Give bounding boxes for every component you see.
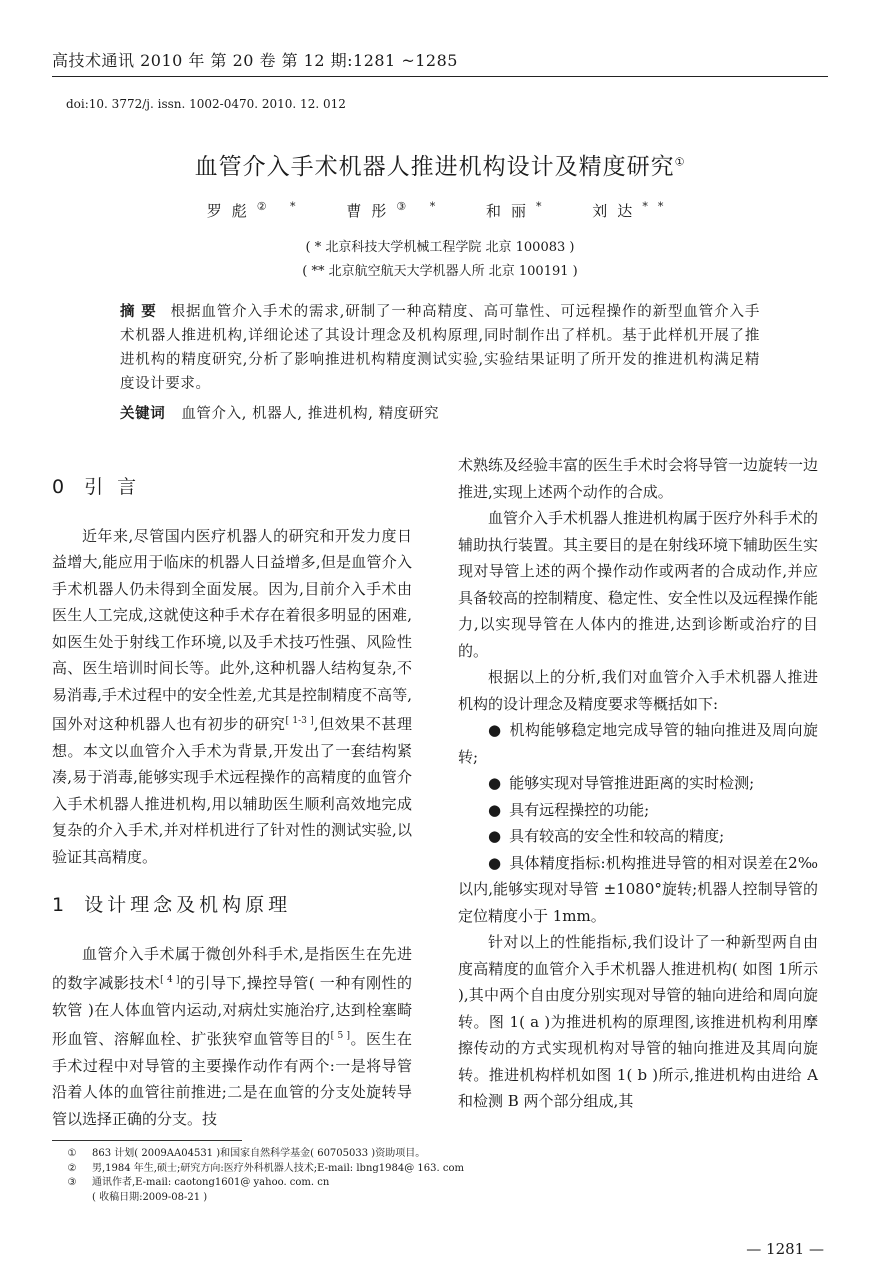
continued-paragraph: 术熟练及经验丰富的医生手术时会将导管一边旋转一边推进,实现上述两个动作的合成。	[458, 456, 819, 501]
footnotes	[52, 1147, 464, 1205]
requirement-item	[458, 823, 818, 850]
paper-title	[0, 148, 880, 181]
author	[346, 202, 445, 220]
author-mark: ③ *	[396, 200, 446, 213]
author-mark: **	[642, 200, 674, 213]
design-paragraph	[52, 941, 412, 1133]
footnote	[52, 1147, 464, 1162]
paragraph-text: 近年来,尽管国内医疗机器人的研究和开发力度日益增大,能应用于临床的机器人日益增多,但是血管介入手术机器人仍未得到全面发展。因为,目前介入手术由医生人工完成,这就使这种手术存在着很多明显的困难,如医生处于射线工作环境,以及手术技巧性强、风险性高、医生培训时间长等。此外,这种机器人结构复杂,不易消毒,手术过程中的安全性差,尤其是控制精度不高等,国外对这种机器人也有初步的研究	[52, 526, 412, 733]
affiliation: ( ** 北京航空航天大学机器人所 北京 100191 )	[302, 264, 578, 279]
author-mark: ② *	[256, 200, 306, 213]
footnote-rule	[52, 1140, 242, 1141]
keywords-label: 关键词	[120, 406, 166, 422]
abstract-text: 根据血管介入手术的需求,研制了一种高精度、高可靠性、可远程操作的新型血管介入手术机器人推进机构,详细论述了其设计理念及机构原理,同时制作出了样机。基于此样机开展了推进机构的精度研究,分析了影响推进机构精度测试实验,实验结果证明了所开发的推进机构满足精度设计要求。	[120, 304, 760, 392]
author-mark: *	[536, 200, 552, 213]
author-name: 曹彤	[346, 202, 397, 220]
requirement-item	[458, 797, 818, 824]
section-title: 设计理念及机构原理	[84, 894, 292, 916]
footnote-mark: ③	[67, 1177, 77, 1188]
bullet-icon: ●	[488, 774, 502, 792]
requirement-item	[458, 770, 818, 797]
summary-paragraph: 根据以上的分析,我们对血管介入手术机器人推进机构的设计理念及精度要求等概括如下:	[458, 668, 818, 713]
section-title: 引 言	[84, 476, 141, 498]
citation[interactable]: [ 1-3 ]	[285, 716, 314, 726]
journal-header: 高技术通讯 2010 年 第 20 卷 第 12 期:1281 ~1285	[52, 51, 458, 70]
author	[592, 202, 673, 220]
bullet-icon: ●	[488, 721, 502, 739]
mechanism-paragraph: 针对以上的性能指标,我们设计了一种新型两自由度高精度的血管介入手术机器人推进机构( 如图 1所示 ),其中两个自由度分别实现对导管的轴向进给和周向旋转。图 1( a )为推进机构的原理图,该推进机构利用摩擦传动的方式实现机构对导管的轴向推进及其周向旋转。推进机构样机如图 1( b )所示,推进机构由进给 A 和检测 B 两个部分组成,其	[458, 933, 818, 1110]
requirement-item	[458, 850, 818, 930]
page-number: — 1281 —	[746, 1240, 824, 1258]
requirement-text: 具体精度指标:机构推进导管的相对误差在2‰以内,能够实现对导管 ±1080°旋转;机器人控制导管的定位精度小于 1mm。	[458, 853, 818, 925]
keywords	[120, 402, 760, 423]
author-name: 刘达	[592, 202, 643, 220]
requirement-text: 具有较高的安全性和较高的精度;	[509, 827, 725, 845]
abstract	[120, 300, 760, 396]
paragraph-text: 的引导下,操控导管( 一种有刚性的软管 )在人体血管内运动,对病灶实施治疗,达到栓塞畸形血管、溶解血栓、扩张狭窄血管等目的	[52, 974, 412, 1048]
affiliation: ( * 北京科技大学机械工程学院 北京 100083 )	[305, 240, 575, 255]
author-name: 和丽	[486, 202, 537, 220]
author-name: 罗彪	[206, 202, 257, 220]
footnote-mark: ②	[67, 1162, 77, 1174]
header-rule	[52, 76, 828, 77]
section-number: 0	[52, 476, 69, 498]
section-heading-design	[52, 892, 412, 919]
section-number: 1	[52, 894, 69, 916]
intro-paragraph	[52, 523, 412, 871]
requirement-text: 机构能够稳定地完成导管的轴向推进及周向旋转;	[458, 721, 818, 766]
bullet-icon: ●	[488, 800, 502, 819]
footnote-text: 男,1984 年生,硕士;研究方向:医疗外科机器人技术;E-mail: lbng1984@ 163. com	[92, 1162, 464, 1174]
footnote-mark: ①	[67, 1148, 77, 1159]
title-footnote-mark[interactable]: ①	[674, 155, 686, 169]
author	[207, 202, 306, 220]
footnote	[52, 1162, 464, 1177]
doi[interactable]: doi:10. 3772/j. issn. 1002-0470. 2010. 12. 012	[66, 97, 346, 111]
footnote-text: 通讯作者,E-mail: caotong1601@ yahoo. com. cn	[92, 1177, 330, 1188]
paragraph-text: 血管介入手术属于微创外科手术,是指医生在先进的数字减影技术	[52, 944, 412, 992]
requirement-item	[458, 717, 818, 770]
footnote-text: 863 计划( 2009AA04531 )和国家自然科学基金( 60705033 )资助项目。	[92, 1148, 426, 1159]
bullet-icon: ●	[488, 853, 502, 872]
section-heading-intro	[52, 474, 412, 501]
citation[interactable]: [ 4 ]	[160, 975, 180, 985]
title-text: 血管介入手术机器人推进机构设计及精度研究	[194, 154, 675, 180]
citation[interactable]: [ 5 ]	[330, 1031, 351, 1041]
requirement-text: 能够实现对导管推进距离的实时检测;	[509, 774, 755, 792]
footnote-text: ( 收稿日期:2009-08-21 )	[92, 1191, 208, 1203]
paragraph-text: 。医生在手术过程中对导管的主要操作动作有两个:一是将导管沿着人体的血管往前推进;二是在血管的分支处旋转导管以选择正确的分支。技	[52, 1030, 412, 1128]
paragraph-text: ,但效果不甚理想。本文以血管介入手术为背景,开发出了一套结构紧凑,易于消毒,能够实现手术远程操作的高精度的血管介入手术机器人推进机构,用以辅助医生顺利高效地完成复杂的介入手术,并对样机进行了针对性的测试实验,以验证其高精度。	[52, 715, 412, 866]
author	[486, 202, 552, 220]
abstract-label: 摘 要	[120, 304, 157, 320]
footnote	[52, 1191, 464, 1206]
left-column	[52, 474, 412, 1132]
bullet-icon: ●	[488, 827, 502, 845]
requirement-text: 具有远程操控的功能;	[509, 800, 650, 819]
right-column	[458, 452, 818, 1115]
author-list	[0, 200, 880, 221]
purpose-paragraph: 血管介入手术机器人推进机构属于医疗外科手术的辅助执行装置。其主要目的是在射线环境下辅助医生实现对导管上述的两个操作动作或两者的合成动作,并应具备较高的控制精度、稳定性、安全性以及远程操作能力,以实现导管在人体内的推进,达到诊断或治疗的目的。	[458, 509, 819, 660]
footnote	[52, 1176, 464, 1191]
keywords-text: 血管介入, 机器人, 推进机构, 精度研究	[181, 406, 440, 422]
